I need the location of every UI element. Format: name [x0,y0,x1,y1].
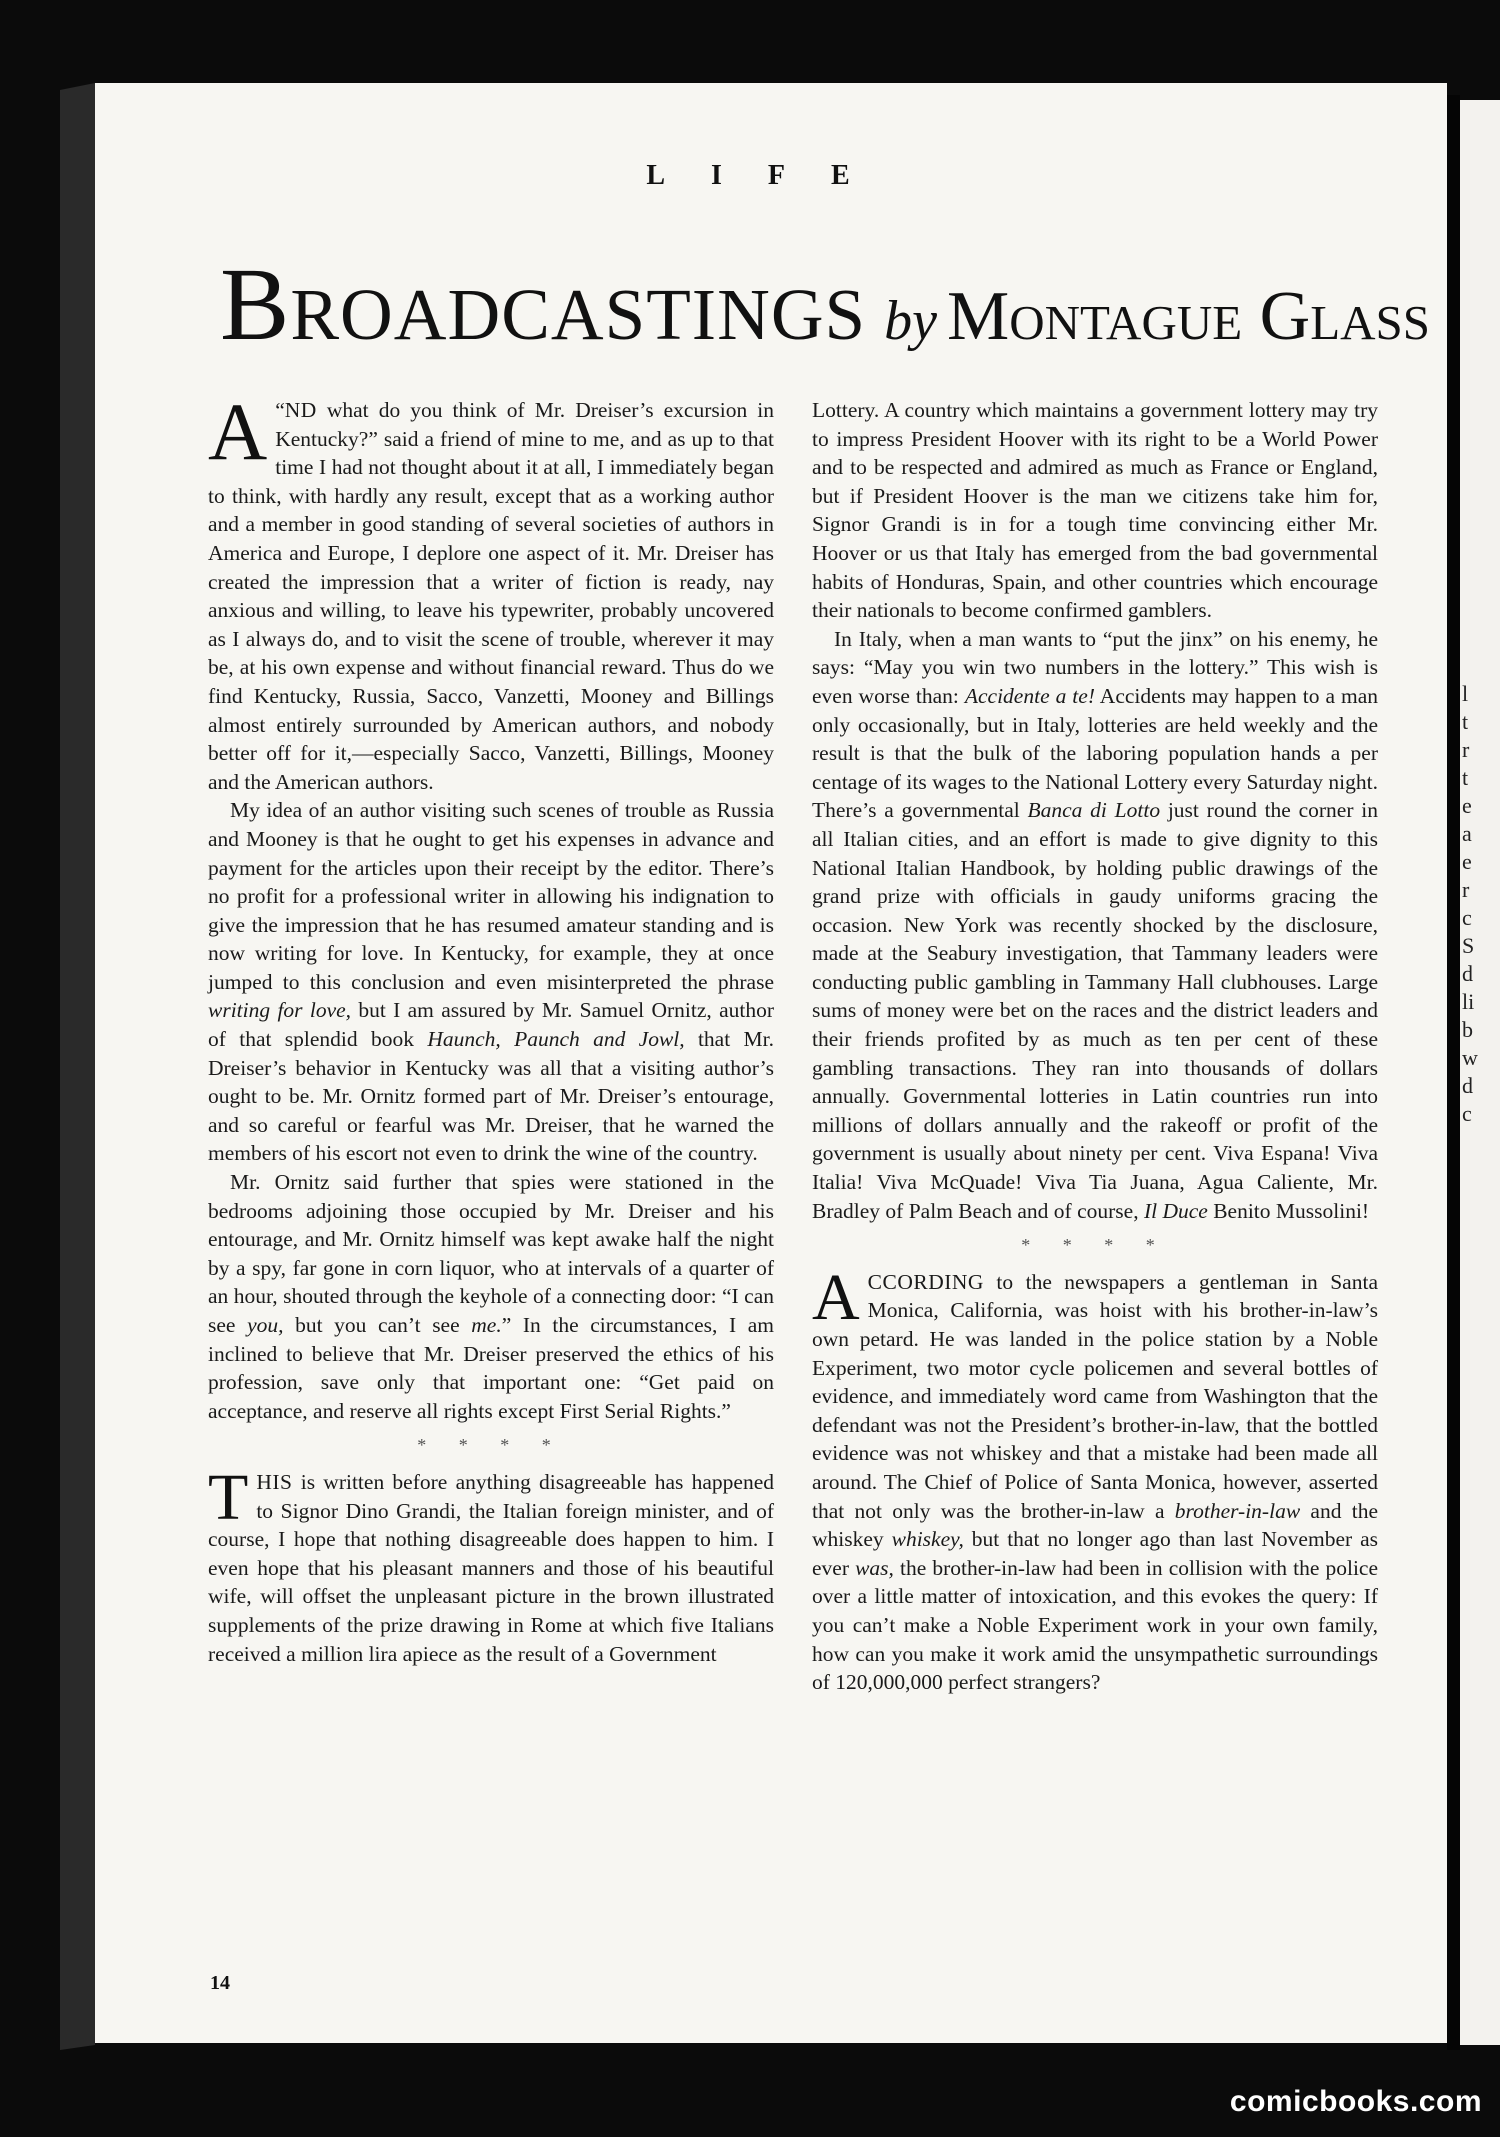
paragraph-text: ” In the circumstances, I am inclined to believe that Mr. Dreiser preserved the ethics of his profession, save only that important one: “Get paid on acceptance, and reserve all rights except First Serial Rights.” [208,1313,775,1423]
paragraph-text: Lottery. A country which maintains a government lottery may try to impress President Hoover with its right to be a World Power and to be respected and admired as much as France or England, but if President Hoover is the man we citizens take him for, Signor Grandi is in for a tough time convincing either Mr. Hoover or us that Italy has emerged from the bad governmental habits of Honduras, Spain, and other countries which encourage their nationals to become confirmed gamblers. [812,398,1378,623]
drop-cap: T [208,1460,249,1534]
paragraph [812,396,1378,625]
site-watermark: comicbooks.com [1229,2085,1482,2118]
italic-text: brother-in-law [1174,1498,1301,1523]
paragraph [208,796,774,1168]
paragraph-text: Mr. Ornitz said further that spies were stationed in the bedrooms adjoining those occupied by Mr. Dreiser and his entourage, and Mr. Ornitz himself was kept awake half the night by a spy, far gone in corn liquor, who at intervals of a quarter of an hour, shouted through the keyhole of a connecting door: “I can see [208,1170,774,1337]
paragraph-text: but I am assured by Mr. Samuel Ornitz, author of that splendid book [208,998,774,1052]
article-column-right [812,396,1378,1697]
adjacent-page-edge [1460,100,1500,2045]
paragraph-text: Accidents may happen to a man only occasionally, but in Italy, lotteries are held weekly and the result is that the bulk of the laboring population hands a per centage of its wages to the National Lottery every Saturday night. There’s a governmental [812,683,1379,823]
paragraph-text: the brother-in-law had been in collision with the police over a little matter of intoxication, and this evokes the query: If you can’t make a Noble Experiment work in your own family, how can you make it work amid the unsympathetic surroundings of 120,000,000 perfect strangers? [812,1555,1379,1695]
italic-text: you, [247,1313,284,1337]
paragraph-text: In Italy, when a man wants to “put the jinx” on his enemy, he says: “May you win two numbers in the lottery.” This wish is even worse than: [812,626,1378,708]
headline-author: Montague Glass [947,278,1431,355]
section-break-stars: * * * * [1021,1235,1169,1256]
paragraph-text: but you can’t see [283,1313,472,1337]
drop-cap: A [812,1260,860,1334]
italic-text: Banca di Lotto [1027,798,1161,823]
drop-cap: A [208,386,268,477]
headline-title: Broadcastings [220,247,867,362]
italic-text: writing for love, [208,998,352,1023]
headline-byline-by: by [884,290,938,352]
italic-text: Haunch, Paunch and Jowl, [427,1027,685,1052]
lead-in: CCORDING [867,1269,984,1294]
section-break-stars: * * * * [417,1435,565,1456]
open-quote: “ [275,398,285,422]
paragraph-text: My idea of an author visiting such scenes of trouble as Russia and Mooney is that he ought to get his expenses in advance and payment for the articles upon their receipt by the editor. There’s no profit for a professional writer in allowing his indignation to give the impression that he has resumed amateur standing and is now writing for love. In Kentucky, for example, they at once jumped to this conclusion and even misinterpreted the phrase [208,798,774,994]
adjacent-page-text-fragments: l t r t e a e r c S d li b w d c [1462,681,1478,1126]
paragraph-text: Benito Mussolini! [1207,1198,1370,1223]
article-column-left [208,386,775,1668]
running-head: LIFE [646,160,896,191]
lead-in: ND [284,398,317,422]
paragraph-text: what do you think of Mr. Dreiser’s excursion in Kentucky?” said a friend of mine to me, and as up to that time I had not thought about it at all, I immediately began to think, with hardly any result, except that as a working author and a member in good standing of several societies of authors in America and Europe, I deplore one aspect of it. Mr. Dreiser has created the impression that a writer of fiction is ready, nay anxious and willing, to leave his typewriter, probably uncovered as I always do, and to visit the scene of trouble, wherever it may be, at his own expense and without financial reward. Thus do we find Kentucky, Russia, Sacco, Vanzetti, Mooney and Billings almost entirely surrounded by American authors, and nobody better off for it,—especially Sacco, Vanzetti, Billings, Mooney and the American authors. [208,398,774,794]
lead-in: HIS [256,1469,293,1494]
italic-text: Il Duce [1143,1198,1208,1223]
paragraph-text: but that no longer ago than last November as ever [812,1527,1378,1580]
italic-text: was, [855,1555,894,1580]
paragraph [812,1260,1379,1697]
paragraph-text: and the whiskey [812,1498,1379,1552]
paragraph-text: is written before anything disagreeable has happened to Signor Dino Grandi, the Italian foreign minister, and of course, I hope that nothing disagreeable does happen to him. I even hope that his pleasant manners and those of his beautiful wife, will offset the unpleasant picture in the brown illustrated supplements of the prize drawing in Rome at which five Italians received a million lira apiece as the result of a Government [208,1469,774,1666]
paragraph-text: that Mr. Dreiser’s behavior in Kentucky was all that a visiting author’s ought to be. Mr. Ornitz formed part of Mr. Dreiser’s entourage, and so careful or fearful was Mr. Dreiser, that he warned the members of his escort not even to drink the wine of the country. [208,1027,774,1166]
paragraph [208,386,774,796]
paragraph-text: to the newspapers a gentleman in Santa Monica, California, was hoist with his brother-in-law’s own petard. He was landed in the police station by a Noble Experiment, two motor cycle policemen and several bottles of evidence, and immediately word came from Washington that the defendant was not the President’s brother-in-law, that the bottled evidence was not whiskey and that a mistake had been made all around. The Chief of Police of Santa Monica, however, asserted that not only was the brother-in-law a [812,1269,1378,1523]
paragraph [812,625,1378,1225]
italic-text: me. [471,1313,502,1337]
italic-text: Accidente a te! [964,683,1095,708]
paragraph [208,1168,774,1425]
page-number: 14 [210,1972,230,1994]
italic-text: whiskey, [891,1527,964,1552]
article-headline [220,245,1431,365]
paragraph-text: just round the corner in all Italian cities, and an effort is made to give dignity to this National Italian Handbook, by holding public drawings of the grand prize with officials in gaudy uniforms gracing the occasion. New York was recently shocked by the disclosure, made at the Seabury investigation, that Tammany leaders were conducting public gambling in Tammany Hall clubhouses. Large sums of money were bet on the races and the district leaders and their friends profited by as much as ten per cent of these gambling transactions. They ran into thousands of dollars annually. Governmental lotteries in Latin countries run into millions of dollars annually and the rakeoff or profit of the government is usually about ninety per cent. Viva Espana! Viva Italia! Viva McQuade! Viva Tia Juana, Agua Caliente, Mr. Bradley of Palm Beach and of course, [812,798,1378,1223]
paragraph [208,1460,774,1668]
